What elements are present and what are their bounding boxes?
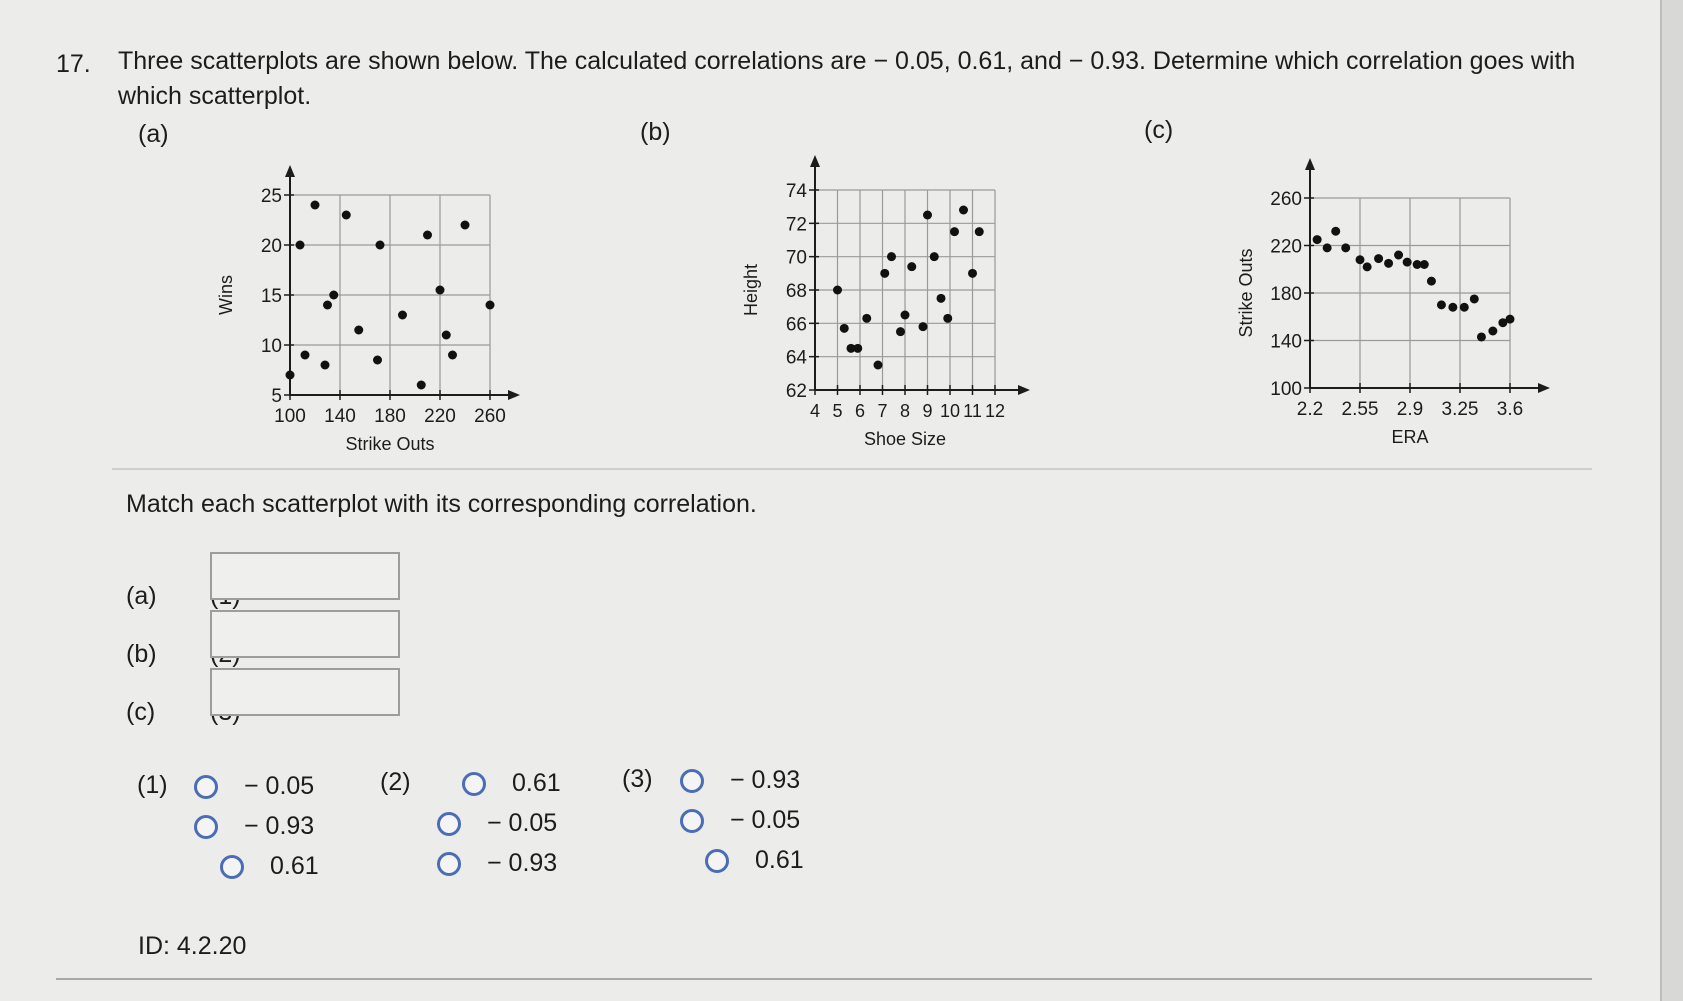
option-label: − 0.05	[487, 809, 558, 837]
data-point	[1506, 315, 1515, 324]
data-point	[840, 324, 849, 333]
data-point	[417, 381, 426, 390]
y-tick-label: 74	[785, 181, 807, 202]
data-point	[950, 227, 959, 236]
question-text: Three scatterplots are shown below. The calculated correlations are − 0.05, 0.61, and − 0.93. Determine which correlation goes with which scatterplot.	[118, 47, 1576, 110]
data-point	[1374, 254, 1383, 263]
data-point	[354, 326, 363, 335]
data-point	[923, 211, 932, 220]
data-point	[1488, 327, 1497, 336]
x-axis-arrow	[1538, 383, 1550, 393]
question-id: ID: 4.2.20	[138, 932, 247, 960]
radio-button[interactable]	[437, 812, 461, 836]
bottom-rule	[56, 978, 1592, 980]
x-tick-label: 9	[922, 401, 933, 421]
x-axis-label: ERA	[1391, 427, 1429, 447]
data-point	[311, 201, 320, 210]
data-point	[321, 361, 330, 370]
data-point	[1470, 294, 1479, 303]
data-point	[1394, 251, 1403, 260]
data-point	[1477, 332, 1486, 341]
data-point	[442, 331, 451, 340]
radio-button[interactable]	[705, 849, 729, 873]
y-axis-arrow	[285, 165, 295, 177]
option-3-a[interactable]	[680, 766, 800, 795]
y-tick-label: 66	[785, 314, 807, 336]
data-point	[1403, 258, 1412, 267]
x-tick-label: 3.25	[1441, 399, 1479, 420]
option-1-b[interactable]	[194, 812, 314, 841]
data-point	[1448, 303, 1457, 312]
divider	[112, 468, 1592, 470]
option-1-a[interactable]	[194, 772, 314, 801]
row-plot-label: (b)	[126, 640, 157, 668]
data-point	[342, 211, 351, 220]
x-tick-label: 7	[877, 401, 888, 421]
x-tick-label: 180	[374, 406, 406, 427]
data-point	[301, 351, 310, 360]
data-point	[968, 269, 977, 278]
option-2-a[interactable]	[462, 769, 561, 798]
data-point	[1341, 243, 1350, 252]
option-2-c[interactable]	[437, 849, 557, 878]
y-axis-label: Wins	[216, 275, 236, 315]
plot-grid	[290, 195, 490, 395]
option-2-b[interactable]	[437, 809, 557, 838]
x-tick-label: 10	[939, 401, 961, 421]
y-tick-label: 5	[271, 386, 282, 407]
option-group-2-label: (2)	[380, 768, 411, 796]
y-tick-label: 72	[785, 214, 807, 236]
option-group-3-label: (3)	[622, 765, 653, 793]
plot-grid	[1310, 198, 1510, 388]
y-tick-label: 15	[260, 286, 282, 307]
data-point	[286, 371, 295, 380]
y-tick-label: 68	[785, 281, 807, 302]
data-point	[1437, 300, 1446, 309]
answer-box-2[interactable]	[210, 610, 400, 658]
x-tick-label: 100	[274, 406, 306, 427]
data-point	[1363, 262, 1372, 271]
option-1-c[interactable]	[220, 852, 319, 881]
y-axis-label: Height	[741, 263, 761, 317]
radio-button[interactable]	[194, 775, 218, 799]
data-point	[323, 301, 332, 310]
data-point	[907, 262, 916, 271]
data-point	[486, 301, 495, 310]
data-point	[1460, 303, 1469, 312]
y-tick-label: 25	[260, 186, 282, 207]
option-label: − 0.93	[244, 812, 315, 840]
data-point	[448, 351, 457, 360]
option-label: − 0.05	[730, 806, 801, 834]
radio-button[interactable]	[680, 769, 704, 793]
question-number: 17.	[56, 50, 91, 78]
option-label: − 0.93	[487, 849, 558, 877]
data-point	[373, 356, 382, 365]
x-axis-arrow	[508, 390, 520, 400]
y-tick-label: 62	[785, 381, 807, 402]
data-point	[896, 327, 905, 336]
data-point	[329, 291, 338, 300]
data-point	[376, 241, 385, 250]
y-axis-arrow	[810, 155, 820, 167]
y-axis-arrow	[1305, 158, 1315, 170]
data-point	[1427, 277, 1436, 286]
y-tick-label: 64	[785, 347, 807, 369]
data-point	[975, 227, 984, 236]
data-point	[874, 361, 883, 370]
x-axis-arrow	[1018, 385, 1030, 395]
x-axis-label: Shoe Size	[863, 429, 947, 449]
data-point	[862, 314, 871, 323]
x-tick-label: 6	[854, 401, 866, 421]
data-point	[423, 231, 432, 240]
row-plot-label: (c)	[126, 698, 156, 726]
data-point	[461, 221, 470, 230]
option-3-b[interactable]	[680, 806, 800, 835]
scatterplot-c	[1220, 145, 1560, 465]
data-point	[1420, 260, 1429, 269]
x-tick-label: 260	[474, 406, 506, 427]
data-point	[943, 314, 952, 323]
scatterplot-b	[720, 150, 1040, 470]
data-point	[887, 252, 896, 261]
y-tick-label: 10	[260, 336, 282, 357]
x-tick-label: 140	[324, 406, 356, 427]
data-point	[880, 269, 889, 278]
data-point	[296, 241, 305, 250]
match-title: Match each scatterplot with its corresponding correlation.	[126, 490, 757, 518]
radio-button[interactable]	[437, 852, 461, 876]
x-tick-label: 11	[963, 401, 982, 421]
data-point	[436, 286, 445, 295]
option-label: 0.61	[512, 769, 561, 797]
row-plot-label: (a)	[126, 582, 157, 610]
option-3-c[interactable]	[705, 846, 804, 875]
data-point	[398, 311, 407, 320]
plot-a-label: (a)	[138, 120, 169, 148]
data-point	[1356, 255, 1365, 264]
y-tick-label: 180	[1270, 284, 1302, 305]
y-tick-label: 140	[1270, 331, 1302, 353]
y-axis-label: Strike Outs	[1236, 248, 1256, 338]
x-tick-label: 8	[899, 401, 911, 421]
x-tick-label: 5	[832, 401, 843, 421]
y-tick-label: 220	[1270, 236, 1302, 258]
data-point	[1384, 259, 1393, 268]
data-point	[853, 344, 862, 353]
data-point	[937, 294, 946, 303]
data-point	[1323, 243, 1332, 252]
x-axis-label: Strike Outs	[345, 434, 435, 454]
x-tick-label: 2.55	[1341, 399, 1379, 420]
plot-b-label: (b)	[640, 118, 671, 146]
x-tick-label: 220	[424, 406, 456, 427]
x-tick-label: 2.9	[1396, 399, 1424, 420]
option-label: − 0.05	[244, 772, 315, 800]
data-point	[1331, 227, 1340, 236]
data-point	[833, 286, 842, 295]
y-tick-label: 260	[1270, 189, 1302, 210]
x-tick-label: 12	[984, 401, 1006, 421]
answer-box-3[interactable]	[210, 668, 400, 716]
x-tick-label: 2.2	[1296, 399, 1324, 420]
option-label: 0.61	[270, 852, 319, 880]
data-point	[930, 252, 939, 261]
plot-c-label: (c)	[1144, 116, 1174, 144]
data-point	[959, 206, 968, 215]
radio-button[interactable]	[462, 772, 486, 796]
y-tick-label: 100	[1270, 379, 1302, 400]
answer-box-1[interactable]	[210, 552, 400, 600]
option-label: 0.61	[755, 846, 804, 874]
y-tick-label: 70	[785, 247, 807, 269]
x-tick-label: 3.6	[1496, 399, 1524, 420]
data-point	[1313, 235, 1322, 244]
y-tick-label: 20	[260, 236, 282, 257]
data-point	[919, 322, 928, 331]
x-tick-label: 4	[809, 401, 821, 421]
scatterplot-a	[200, 150, 540, 470]
radio-button[interactable]	[194, 815, 218, 839]
data-point	[901, 311, 910, 320]
radio-button[interactable]	[680, 809, 704, 833]
screen-edge	[1660, 0, 1683, 1001]
option-group-1-label: (1)	[137, 771, 168, 799]
radio-button[interactable]	[220, 855, 244, 879]
option-label: − 0.93	[730, 766, 801, 794]
